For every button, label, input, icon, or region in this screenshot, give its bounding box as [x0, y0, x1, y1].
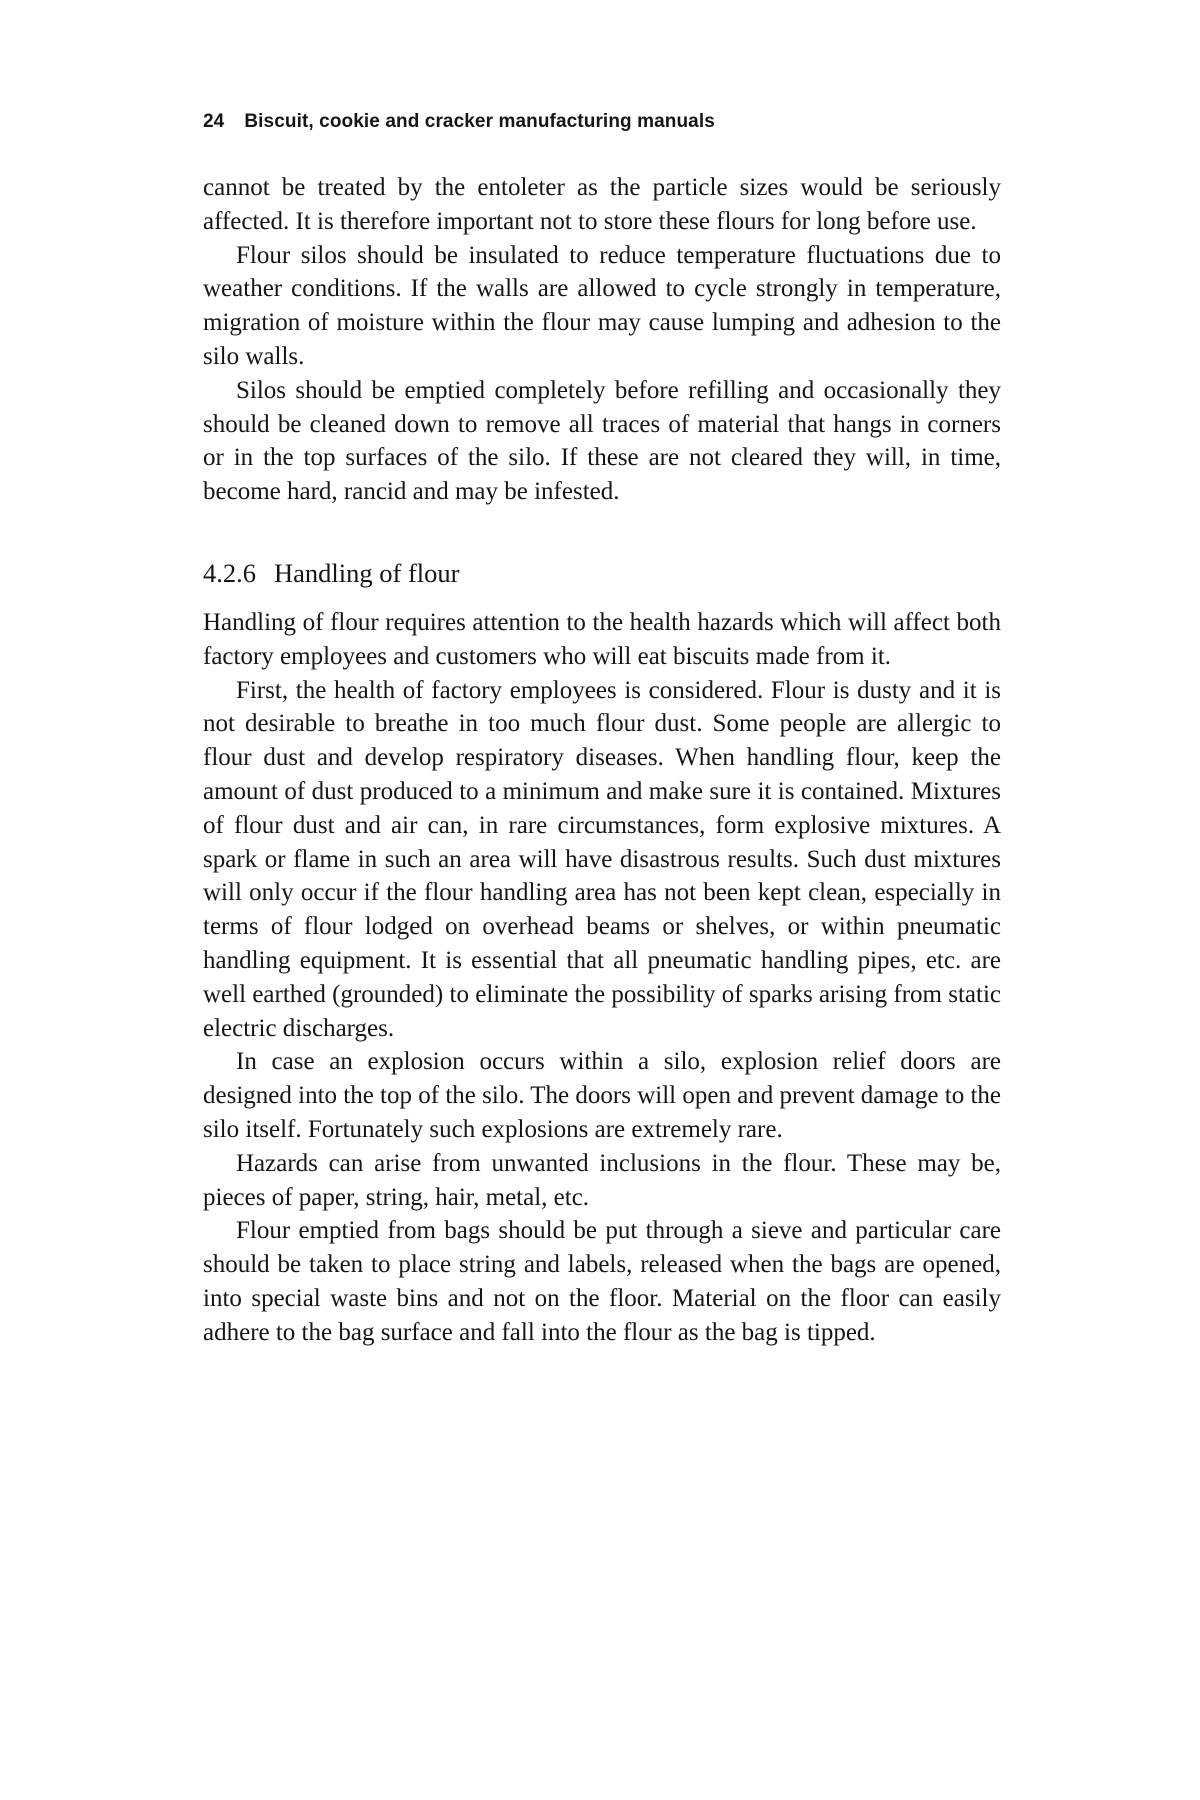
section-body-continued [203, 171, 1001, 509]
document-page [203, 110, 1001, 1350]
section-body [203, 606, 1001, 1350]
paragraph: Flour emptied from bags should be put through a sieve and particular care should be taken to place string and labels, released when the bags are opened, into special waste bins and not on the floor. Material on the floor can easily adhere to the bag surface and fall into the flour as the bag is tipped. [203, 1217, 1001, 1346]
book-title: Biscuit, cookie and cracker manufacturing manuals [244, 111, 715, 132]
paragraph: In case an explosion occurs within a silo, explosion relief doors are designed into the top of the silo. The doors will open and prevent damage to the silo itself. Fortunately such explosions are extremely rare. [203, 1048, 1001, 1143]
page-number: 24 [203, 111, 225, 132]
paragraph: cannot be treated by the entoleter as the particle sizes would be seriously affected. It is therefore important not to store these flours for long before use. [203, 174, 1001, 235]
paragraph: Handling of flour requires attention to the health hazards which will affect both factory employees and customers who will eat biscuits made from it. [203, 608, 1001, 670]
paragraph: First, the health of factory employees is considered. Flour is dusty and it is not desirable to breathe in too much flour dust. Some people are allergic to flour dust and develop respiratory diseases. When handling flour, keep the amount of dust produced to a minimum and make sure it is contained. Mixtures of flour dust and air can, in rare circumstances, form explosive mixtures. A spark or flame in such an area will have disastrous results. Such dust mixtures will only occur if the flour handling area has not been kept clean, especially in terms of flour lodged on overhead beams or shelves, or within pneumatic handling equipment. It is essential that all pneumatic handling pipes, etc. are well earthed (grounded) to eliminate the possibility of sparks arising from static electric discharges. [203, 676, 1001, 1042]
section-heading [203, 556, 1001, 590]
paragraph: Flour silos should be insulated to reduce temperature fluctuations due to weather conditions. If the walls are allowed to cycle strongly in temperature, migration of moisture within the flour may cause lumping and adhesion to the silo walls. [203, 241, 1001, 370]
paragraph: Hazards can arise from unwanted inclusions in the flour. These may be, pieces of paper, string, hair, metal, etc. [203, 1149, 1001, 1211]
section-number: 4.2.6 [203, 557, 256, 588]
section-title: Handling of flour [274, 557, 460, 588]
running-header [203, 110, 1001, 134]
paragraph: Silos should be emptied completely before refilling and occasionally they should be cleaned down to remove all traces of material that hangs in corners or in the top surfaces of the silo. If these are not cleared they will, in time, become hard, rancid and may be infested. [203, 376, 1001, 506]
